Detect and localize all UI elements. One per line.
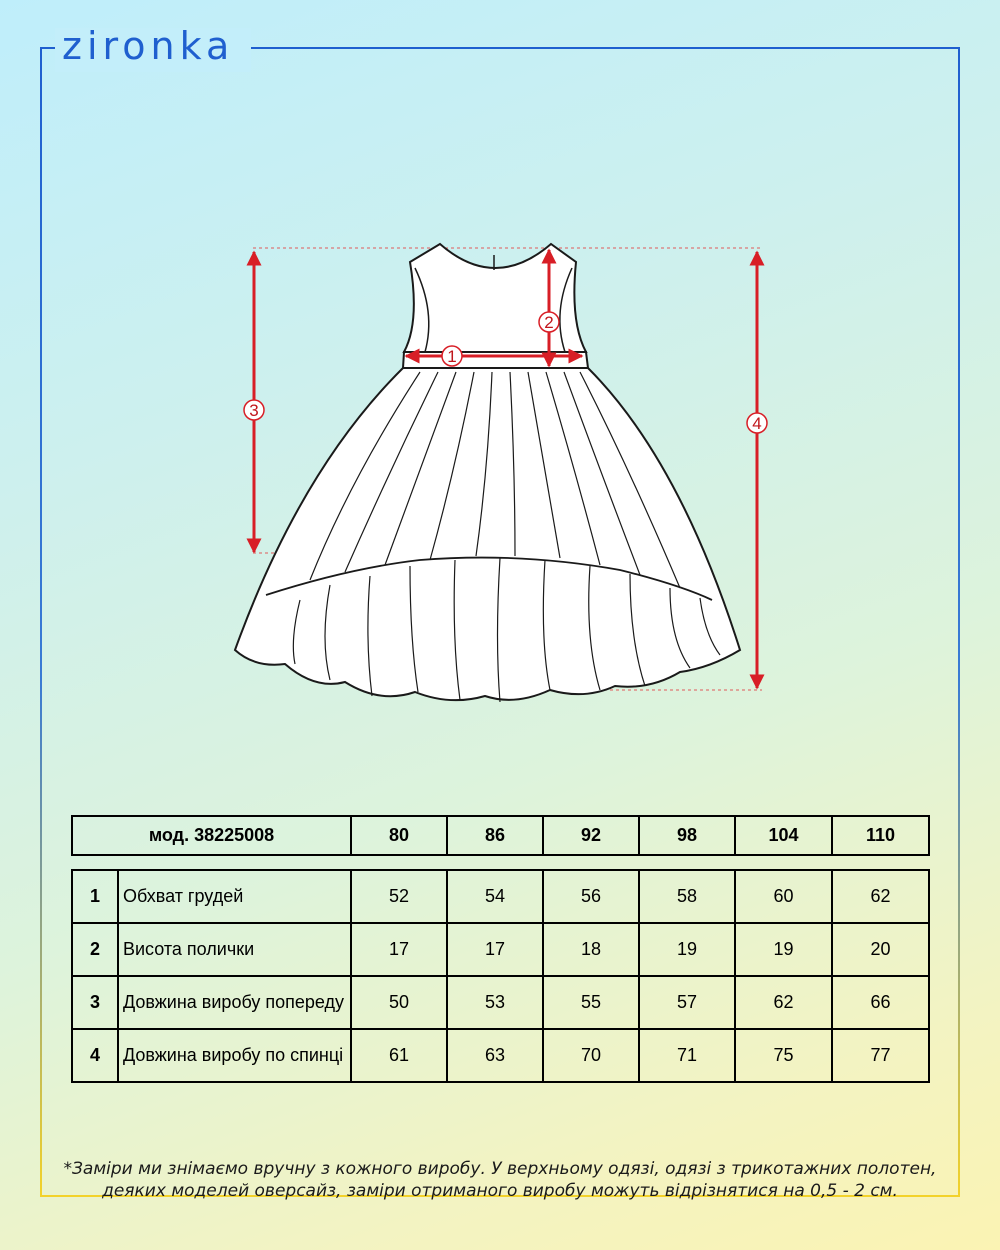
row-index: 2	[72, 923, 118, 976]
row-label: Довжина виробу попереду	[118, 976, 351, 1029]
cell: 55	[543, 976, 639, 1029]
cell: 17	[447, 923, 543, 976]
cell: 66	[832, 976, 929, 1029]
cell: 70	[543, 1029, 639, 1082]
cell: 18	[543, 923, 639, 976]
cell: 19	[639, 923, 735, 976]
row-index: 3	[72, 976, 118, 1029]
marker-3	[244, 400, 264, 420]
cell: 77	[832, 1029, 929, 1082]
marker-2	[539, 312, 559, 332]
cell: 19	[735, 923, 832, 976]
cell: 75	[735, 1029, 832, 1082]
svg-text:2: 2	[544, 313, 554, 332]
footnote-line-2: деяких моделей оверсайз, заміри отриманого виробу можуть відрізнятися на 0,5 - 2 см.	[102, 1181, 898, 1201]
marker-1	[442, 346, 462, 366]
cell: 62	[735, 976, 832, 1029]
table-row	[72, 1029, 929, 1082]
size-104: 104	[735, 816, 832, 855]
size-92: 92	[543, 816, 639, 855]
cell: 58	[639, 870, 735, 923]
row-label: Висота полички	[118, 923, 351, 976]
cell: 53	[447, 976, 543, 1029]
cell: 60	[735, 870, 832, 923]
dress-bodice	[404, 244, 586, 352]
cell: 56	[543, 870, 639, 923]
svg-text:1: 1	[447, 347, 457, 366]
cell: 50	[351, 976, 447, 1029]
waistband	[403, 352, 588, 368]
table-row	[72, 923, 929, 976]
marker-4	[747, 413, 767, 433]
row-index: 4	[72, 1029, 118, 1082]
cell: 62	[832, 870, 929, 923]
svg-text:3: 3	[249, 401, 259, 420]
cell: 63	[447, 1029, 543, 1082]
cell: 61	[351, 1029, 447, 1082]
size-80: 80	[351, 816, 447, 855]
model-label: мод. 38225008	[72, 816, 351, 855]
table-row	[72, 976, 929, 1029]
cell: 57	[639, 976, 735, 1029]
svg-text:4: 4	[752, 414, 762, 433]
dress-skirt	[235, 368, 740, 700]
cell: 52	[351, 870, 447, 923]
cell: 54	[447, 870, 543, 923]
brand-logo: zironka	[62, 24, 235, 68]
footnote	[40, 1158, 960, 1202]
row-label: Обхват грудей	[118, 870, 351, 923]
cell: 71	[639, 1029, 735, 1082]
row-label: Довжина виробу по спинці	[118, 1029, 351, 1082]
footnote-line-1: *Заміри ми знімаємо вручну з кожного виробу. У верхньому одязі, одязі з трикотажних полотен,	[63, 1159, 937, 1179]
table-row	[72, 870, 929, 923]
row-index: 1	[72, 870, 118, 923]
size-header-row	[72, 816, 929, 855]
cell: 17	[351, 923, 447, 976]
size-110: 110	[832, 816, 929, 855]
size-86: 86	[447, 816, 543, 855]
measurements-table	[71, 869, 930, 1083]
size-header-table	[71, 815, 930, 856]
size-98: 98	[639, 816, 735, 855]
cell: 20	[832, 923, 929, 976]
